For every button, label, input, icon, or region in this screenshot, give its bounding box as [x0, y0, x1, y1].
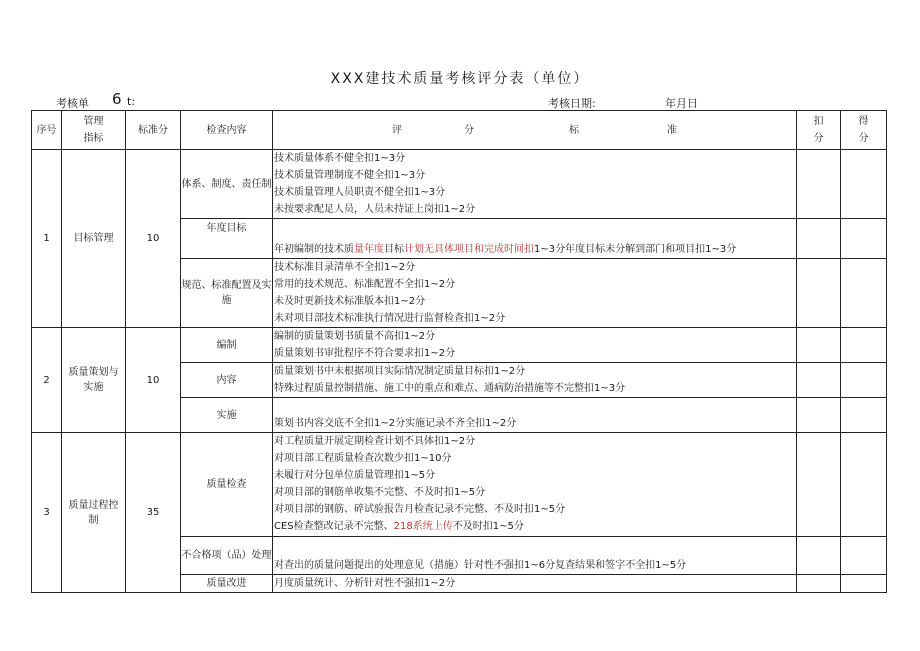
score-table	[31, 110, 887, 593]
criteria-line: 未按要求配足人员，人员未持证上岗扣1~2分	[274, 204, 476, 215]
deduct-cell[interactable]	[797, 433, 841, 537]
criteria-part: 1~3分年度目标未分解到部门和项目扣1~3分	[534, 244, 737, 255]
criteria-cell	[273, 328, 797, 363]
table-row	[32, 433, 887, 537]
page-title: XXX建技术质量考核评分表（单位）	[330, 71, 590, 87]
content-cell: 年度目标	[181, 219, 273, 259]
criteria-cell	[273, 433, 797, 537]
table-row	[32, 150, 887, 219]
col-indicator-line1: 管理	[83, 116, 104, 127]
content-cell: 内容	[181, 363, 273, 398]
criteria-line: 技术标准目录清单不全扣1~2分	[274, 262, 416, 273]
criteria-part: 年初编制的技术质	[274, 244, 354, 255]
deduct-cell[interactable]	[797, 537, 841, 575]
criteria-line: 常用的技术规范、标准配置不全扣1~2分	[274, 279, 456, 290]
col-score-line2: 分	[858, 133, 869, 144]
content-cell: 实施	[181, 398, 273, 433]
criteria-cell	[273, 219, 797, 259]
score-cell: 10	[126, 150, 181, 328]
indicator-cell: 目标管理	[62, 150, 126, 328]
unit-label: 考核单	[56, 97, 89, 110]
criteria-highlight: 218系统上传	[393, 521, 453, 532]
criteria-line: 对项目部的钢筋、碎试验报告月检查记录不完整、不及时扣1~5分	[274, 504, 566, 515]
col-criteria-char4: 准	[667, 124, 677, 136]
criteria-line: 技术质量管理人员职责不健全扣1~3分	[274, 187, 446, 198]
score-cell: 10	[126, 328, 181, 433]
criteria-line: 对工程质量开展定期检查计划不具体扣1~2分	[274, 436, 476, 447]
criteria-highlight: 计划无具体项目和完成时间扣	[404, 244, 534, 255]
col-indicator	[62, 111, 126, 150]
result-cell[interactable]	[841, 150, 887, 219]
col-criteria-char3: 标	[569, 124, 579, 136]
col-criteria-char1: 评	[392, 124, 402, 136]
content-cell: 不合格项（品）处理	[181, 537, 273, 575]
seq-cell: 2	[32, 328, 62, 433]
result-cell[interactable]	[841, 398, 887, 433]
criteria-line	[273, 241, 796, 258]
col-score	[841, 111, 887, 150]
deduct-cell[interactable]	[797, 259, 841, 328]
criteria-line: 质量策划书审批程序不符合要求扣1~2分	[274, 348, 456, 359]
seq-cell: 3	[32, 433, 62, 593]
criteria-line: 未及时更新技术标准版本扣1~2分	[274, 296, 426, 307]
deduct-cell[interactable]	[797, 575, 841, 593]
unit-number: 6	[112, 90, 122, 108]
criteria-cell	[273, 398, 797, 433]
criteria-highlight: 量年度	[354, 244, 384, 255]
content-cell: 编制	[181, 328, 273, 363]
result-cell[interactable]	[841, 219, 887, 259]
col-indicator-line2: 指标	[83, 133, 104, 144]
criteria-cell	[273, 363, 797, 398]
date-label: 考核日期:	[548, 97, 596, 110]
col-deduct-line1: 扣	[813, 116, 824, 127]
criteria-line: 策划书内容交底不全扣1~2分实施记录不齐全扣1~2分	[274, 418, 517, 429]
criteria-cell	[273, 259, 797, 328]
content-cell: 规范、标准配置及实施	[181, 259, 273, 328]
criteria-line: 对项目部工程质量检查次数少扣1~10分	[274, 453, 452, 464]
criteria-line: 质量策划书中未根据项目实际情况制定质量目标扣1~2分	[274, 366, 526, 377]
header-row	[32, 111, 887, 150]
criteria-line	[273, 518, 796, 535]
date-value: 年月日	[665, 97, 698, 110]
col-criteria	[273, 111, 797, 150]
indicator-cell: 质量策划与实施	[62, 328, 126, 433]
criteria-line: 未履行对分包单位质量管理扣1~5分	[274, 470, 436, 481]
deduct-cell[interactable]	[797, 363, 841, 398]
criteria-part: CES检查整改记录不完整、	[274, 521, 394, 532]
criteria-line: 技术质量管理制度不健全扣1~3分	[274, 170, 426, 181]
deduct-cell[interactable]	[797, 398, 841, 433]
unit-suffix: t:	[127, 95, 136, 108]
criteria-cell	[273, 537, 797, 575]
result-cell[interactable]	[841, 433, 887, 537]
content-cell: 体系、制度、责任制	[181, 150, 273, 219]
deduct-cell[interactable]	[797, 328, 841, 363]
seq-cell: 1	[32, 150, 62, 328]
criteria-line: 技术质量体系不健全扣1~3分	[274, 153, 406, 164]
criteria-part: 目标	[384, 244, 404, 255]
criteria-cell	[273, 575, 797, 593]
result-cell[interactable]	[841, 328, 887, 363]
result-cell[interactable]	[841, 575, 887, 593]
criteria-line: 对项目部的钢筋单收集不完整、不及时扣1~5分	[274, 487, 486, 498]
indicator-cell: 质量过程控制	[62, 433, 126, 593]
col-criteria-char2: 分	[464, 124, 474, 136]
content-cell: 质量检查	[181, 433, 273, 537]
criteria-line: 未对项目部技术标准执行情况进行监督检查扣1~2分	[274, 313, 506, 324]
criteria-line: 月度质量统计、分析针对性不强扣1~2分	[274, 578, 456, 589]
deduct-cell[interactable]	[797, 150, 841, 219]
result-cell[interactable]	[841, 259, 887, 328]
content-cell: 质量改进	[181, 575, 273, 593]
result-cell[interactable]	[841, 363, 887, 398]
table-row	[32, 328, 887, 363]
col-score-line1: 得	[858, 116, 869, 127]
result-cell[interactable]	[841, 537, 887, 575]
criteria-line: 对查出的质量问题提出的处理意见（措施）针对性不强扣1~6分复查结果和签字不全扣1~5分	[274, 560, 687, 571]
criteria-cell	[273, 150, 797, 219]
criteria-line: 编制的质量策划书质量不高扣1~2分	[274, 331, 436, 342]
col-seq: 序号	[32, 111, 62, 150]
col-content: 检查内容	[181, 111, 273, 150]
deduct-cell[interactable]	[797, 219, 841, 259]
col-deduct	[797, 111, 841, 150]
col-std-score: 标准分	[126, 111, 181, 150]
score-cell: 35	[126, 433, 181, 593]
col-deduct-line2: 分	[813, 133, 824, 144]
criteria-line: 特殊过程质量控制措施、施工中的重点和难点、通病防治措施等不完整扣1~3分	[274, 383, 626, 394]
criteria-part: 不及时扣1~5分	[452, 521, 524, 532]
